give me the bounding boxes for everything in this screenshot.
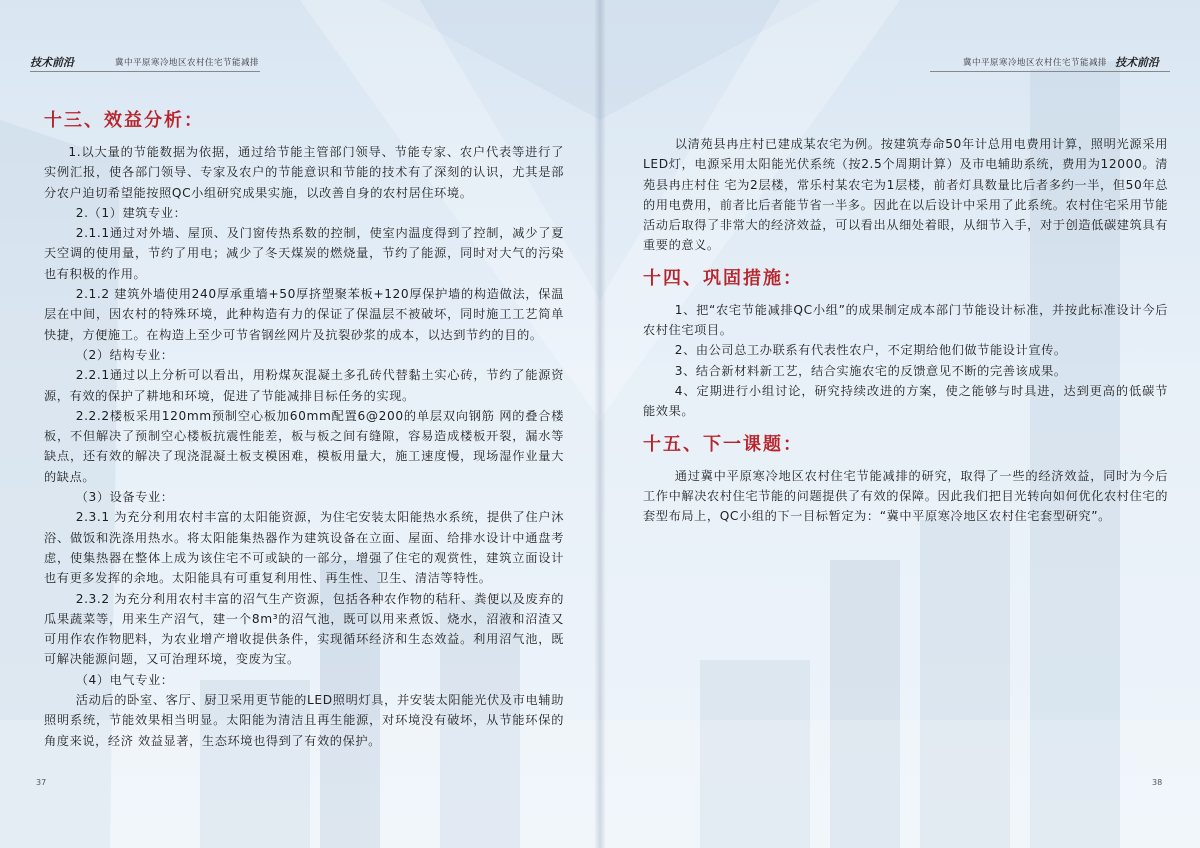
section-14-heading: 十四、巩固措施： — [643, 267, 803, 289]
left-page-body — [44, 108, 564, 751]
subheading-equipment: （3）设备专业： — [75, 490, 174, 505]
measure-4: 4、定期进行小组讨论，研究持续改进的方案，使之能够与时具进，达到更高的低碳节能效果。 — [643, 383, 1168, 419]
paragraph-2-1-1: 2.1.1通过对外墙、屋顶、及门窗传热系数的控制，使室内温度得到了控制，减少了夏天空调的使用量，节约了用电；减少了冬天煤炭的燃烧量，节约了能源，同时对大气的污染也有积极的作用。 — [44, 226, 564, 281]
section-13-heading: 十三、效益分析： — [44, 110, 204, 131]
paragraph-electrical: 活动后的卧室、客厅、厨卫采用更节能的LED照明灯具，并安装太阳能光伏及市电辅助照明系统，节能效果相当明显。太阳能为清洁且再生能源，对环境没有破坏，从节能环保的角度来说，经济 效益显著，生态环境也得到了有效的保护。 — [44, 693, 564, 748]
left-page-header — [0, 52, 600, 72]
page-number-right: 38 — [1152, 778, 1163, 787]
subheading-structure: （2）结构专业： — [75, 347, 174, 362]
subheading-architecture: 2.（1）建筑专业： — [75, 205, 187, 220]
header-rule — [30, 71, 260, 72]
paragraph-benefit-1: 1.以大量的节能数据为依据，通过给节能主管部门领导、节能专家、农户代表等进行了实例汇报，使各部门领导、专家及农户的节能意识和节能的技术有了深刻的认识，尤其是部分农户迫切希望能按照QC小组研究成果实施，以改善自身的农村居住环境。 — [44, 145, 564, 200]
measure-1: 1、把“农宅节能减排QC小组”的成果制定成本部门节能设计标准，并按此标准设计今后农村住宅项目。 — [643, 302, 1168, 338]
measure-3: 3、结合新材料新工艺，结合实施农宅的反馈意见不断的完善该成果。 — [674, 363, 1067, 378]
paragraph-next-topic: 通过冀中平原寒冷地区农村住宅节能减排的研究，取得了一些的经济效益，同时为今后工作中解决农村住宅节能的问题提供了有效的保障。因此我们把目光转向如何优化农村住宅的套型布局上，QC小组的下一目标暂定为：“冀中平原寒冷地区农村住宅套型研究”。 — [643, 468, 1168, 524]
measure-2: 2、由公司总工办联系有代表性农户，不定期给他们做节能设计宣传。 — [674, 343, 1067, 358]
magazine-logo: 技术前沿 — [1115, 56, 1159, 69]
right-page-body — [643, 134, 1168, 526]
right-page — [600, 0, 1200, 848]
paragraph-2-3-2: 2.3.2 为充分利用农村丰富的沼气生产资源，包括各种农作物的秸秆、粪便以及废弃的瓜果蔬菜等，用来生产沼气，建一个8m³的沼气池，既可以用来煮饭、烧水，沼液和沼渣又可用作农作物肥料，为农业增产增收提供条件，实现循环经济和生态效益。利用沼气池，既可解决能源问题，又可治理环境，变废为宝。 — [44, 591, 564, 667]
running-title: 冀中平原寒冷地区农村住宅节能减排 — [963, 58, 1108, 68]
right-page-header — [600, 52, 1200, 72]
running-title: 冀中平原寒冷地区农村住宅节能减排 — [115, 58, 260, 68]
magazine-logo: 技术前沿 — [30, 56, 74, 69]
paragraph-2-2-2: 2.2.2楼板采用120mm预制空心板加60mm配置6@200的单层双向钢筋 网的叠合楼板，不但解决了预制空心楼板抗震性能差，板与板之间有缝隙，容易造成楼板开裂，漏水等缺点，还有效的解决了现浇混凝土板支模困难，模板用量大，施工速度慢，现场湿作业量大的缺点。 — [44, 408, 564, 484]
paragraph-2-2-1: 2.2.1通过以上分析可以看出，用粉煤灰混凝土多孔砖代替黏土实心砖，节约了能源资源，有效的保护了耕地和环境，促进了节能减排目标任务的实现。 — [44, 368, 564, 403]
header-rule — [930, 71, 1170, 72]
spine-gutter — [594, 0, 606, 848]
paragraph-2-3-1: 2.3.1 为充分利用农村丰富的太阳能资源，为住宅安装太阳能热水系统，提供了住户沐浴、做饭和洗涤用热水。将太阳能集热器作为建筑设备在立面、屋面、给排水设计中通盘考虑，使集热器在整体上成为该住宅不可或缺的一部分，增强了住宅的观赏性，建筑立面设计也有更多发挥的余地。太阳能具有可重复利用性、再生性、卫生、清洁等特性。 — [44, 510, 564, 586]
paragraph-case-study: 以清苑县冉庄村已建成某农宅为例。按建筑寿命50年计总用电费用计算，照明光源采用LED灯，电源采用太阳能光伏系统（按2.5个周期计算）及市电辅助系统，费用为12000。清苑县冉庄村住 宅为2层楼，常乐村某农宅为1层楼，前者灯具数量比后者多约一半，但50年总的用电费用，前者比后者能节省一半多。因此在以后设计中采用了此系统。农村住宅采用节能活动后取得了非常大的经济效益，可以看出从细处着眼，从细节入手，对于创造低碳建筑具有重要的意义。 — [643, 137, 1168, 253]
page-number-left: 37 — [36, 778, 47, 787]
paragraph-2-1-2: 2.1.2 建筑外墙使用240厚承重墙+50厚挤塑聚苯板+120厚保护墙的构造做法，保温层在中间，因农村的特殊环境，此种构造有力的保证了保温层不被破坏，同时施工工艺简单快捷，方便施工。在构造上至少可节省钢丝网片及抗裂砂浆的成本，以达到节约的目的。 — [44, 287, 564, 342]
subheading-electrical: （4）电气专业： — [75, 672, 174, 687]
section-15-heading: 十五、下一课题： — [643, 433, 803, 455]
